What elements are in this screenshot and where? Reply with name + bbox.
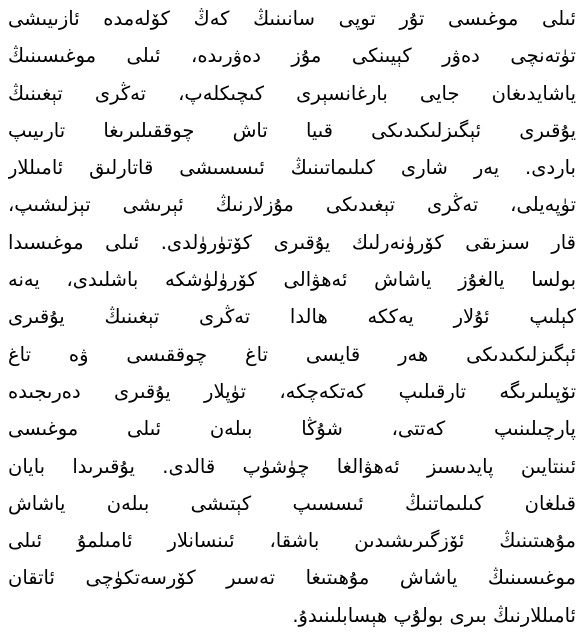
text-line: ئېگىزلىكىدىكى ھەر قايسى تاغ چوققىسى ۋە تاغ — [8, 342, 576, 366]
text-line: ئىلى موغىسى تۇر توپى سانىنىڭ كەڭ كۆلەمدە ئازىيىشى — [8, 7, 576, 30]
text-line: كېلىپ ئۇلار يەككە ھالدا تەڭرى تېغىنىڭ يۇقىرى — [8, 305, 576, 329]
text-line: ئامىللارنىڭ بىرى بولۇپ ھېسابلىنىدۇ. — [292, 603, 576, 627]
text-line: ئىنتايىن پايدىسىز ئەھۋالغا چۈشۈپ قالدى. يۇقىرىدا بايان — [8, 454, 576, 478]
text-line: تۈپەيلى، تەڭرى تېغىدىكى مۇزلارنىڭ ئېرىشى تېزلىشىپ، — [8, 193, 576, 217]
text-line: بولسا يالغۇز ياشاش ئەھۋالى كۆرۈلۈشكە باشلىدى، يەنە — [8, 268, 576, 292]
text-line: موغىسىنىڭ ياشاش مۇھىتىغا تەسىر كۆرسەتكۈچى ئاتقان — [8, 566, 576, 590]
text-line: قىلغان كىلىماتنىڭ ئىسسىپ كېتىشى بىلەن ياشاش — [8, 491, 576, 515]
text-line: مۇھىتىنىڭ ئۆزگىرىشىدىن باشقا، ئىنسانلار ئامىلمۇ ئىلى — [8, 529, 576, 553]
text-line: قار سىزىقى كۆرۈنەرلىك يۇقىرى كۆتۈرۈلدى. ئىلى موغىسىدا — [8, 230, 576, 254]
text-line: يۇقىرى ئېگىزلىكىدىكى قىيا تاش چوققىلىرىغا تارىيىپ — [8, 118, 576, 142]
text-line: پارچىلىنىپ كەتتى، شۇڭا بىلەن ئىلى موغىسى — [8, 417, 576, 441]
text-line: باردى. يەر شارى كىلىماتىنىڭ ئىسسىشى قاتارلىق ئامىللار — [8, 156, 576, 180]
text-line: ياشايدىغان جايى بارغانسېرى كىچىكلەپ، تەڭرى تېغىنىڭ — [8, 81, 576, 105]
text-line: تۈتەنچى دەۋر كېيىنكى مۇز دەۋرىدە، ئىلى موغىسىنىڭ — [8, 44, 576, 68]
body-paragraph — [8, 0, 576, 634]
text-line: تۆپىلىرىگە تارقىلىپ كەتكەچكە، تۈپلار يۇقىرى دەرىجىدە — [8, 379, 576, 403]
